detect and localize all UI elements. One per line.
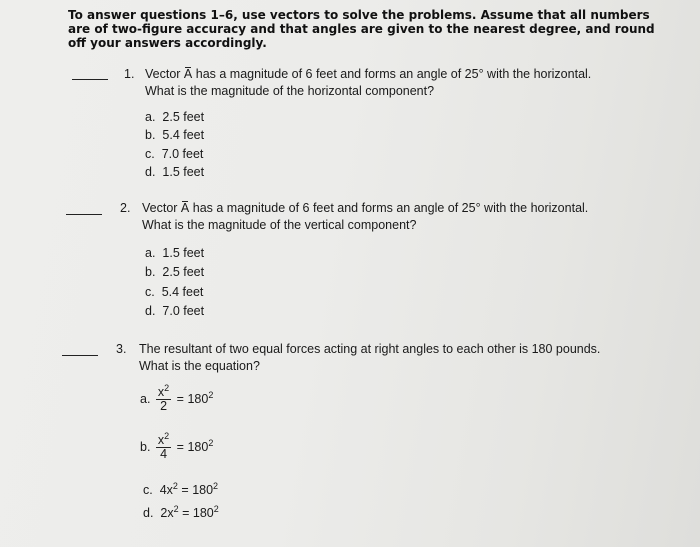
- option-2b: b. 2.5 feet: [145, 265, 205, 279]
- fraction: $\frac{x^2}{4}$: [157, 431, 170, 461]
- vector-a-symbol: A: [183, 67, 193, 81]
- answer-blank-1[interactable]: [72, 79, 108, 80]
- option-2c: c. 5.4 feet: [145, 285, 204, 299]
- option-2d: d. 7.0 feet: [145, 304, 205, 318]
- option-3d: d. $2x^2 = 180^2$: [143, 504, 219, 520]
- question-2-prefix: Vector: [142, 201, 181, 215]
- option-1b: b. 5.4 feet: [145, 128, 205, 142]
- answer-blank-3[interactable]: [62, 355, 98, 356]
- question-3-line1: The resultant of two equal forces acting at right angles to each other is 180 pounds.: [139, 342, 601, 356]
- instructions-paragraph: To answer questions 1–6, use vectors to solve the problems. Assume that all numbers are of two-figure accuracy and that angles are given to the nearest degree, and round off your answers accordingly.: [68, 8, 655, 50]
- option-2a: a. 1.5 feet: [145, 246, 205, 260]
- question-3-line2: What is the equation?: [139, 359, 260, 373]
- question-number-1: 1.: [124, 67, 135, 81]
- question-2-line1: has a magnitude of 6 feet and forms an angle of 25° with the horizontal.: [189, 201, 589, 215]
- option-3a: a. $\frac{x^2}{2}$ = $180^2$: [140, 383, 214, 413]
- question-2-line2: What is the magnitude of the vertical component?: [142, 218, 417, 232]
- option-1a: a. 2.5 feet: [145, 110, 205, 124]
- option-1c: c. 7.0 feet: [145, 147, 204, 161]
- option-3c: c. $4x^2 = 180^2$: [143, 481, 219, 497]
- option-3b: b. $\frac{x^2}{4}$ = $180^2$: [140, 431, 214, 461]
- fraction: $\frac{x^2}{2}$: [157, 383, 170, 413]
- question-3-text: [139, 341, 659, 375]
- question-1-prefix: Vector: [145, 67, 184, 81]
- answer-blank-2[interactable]: [66, 214, 102, 215]
- question-1-text: [145, 66, 665, 100]
- question-1-line1: has a magnitude of 6 feet and forms an angle of 25° with the horizontal.: [192, 67, 592, 81]
- question-number-2: 2.: [120, 201, 131, 215]
- option-1d: d. 1.5 feet: [145, 165, 205, 179]
- vector-a-symbol: A: [180, 201, 190, 215]
- question-2-text: [142, 200, 662, 234]
- question-1-line2: What is the magnitude of the horizontal component?: [145, 84, 435, 98]
- question-number-3: 3.: [116, 342, 127, 356]
